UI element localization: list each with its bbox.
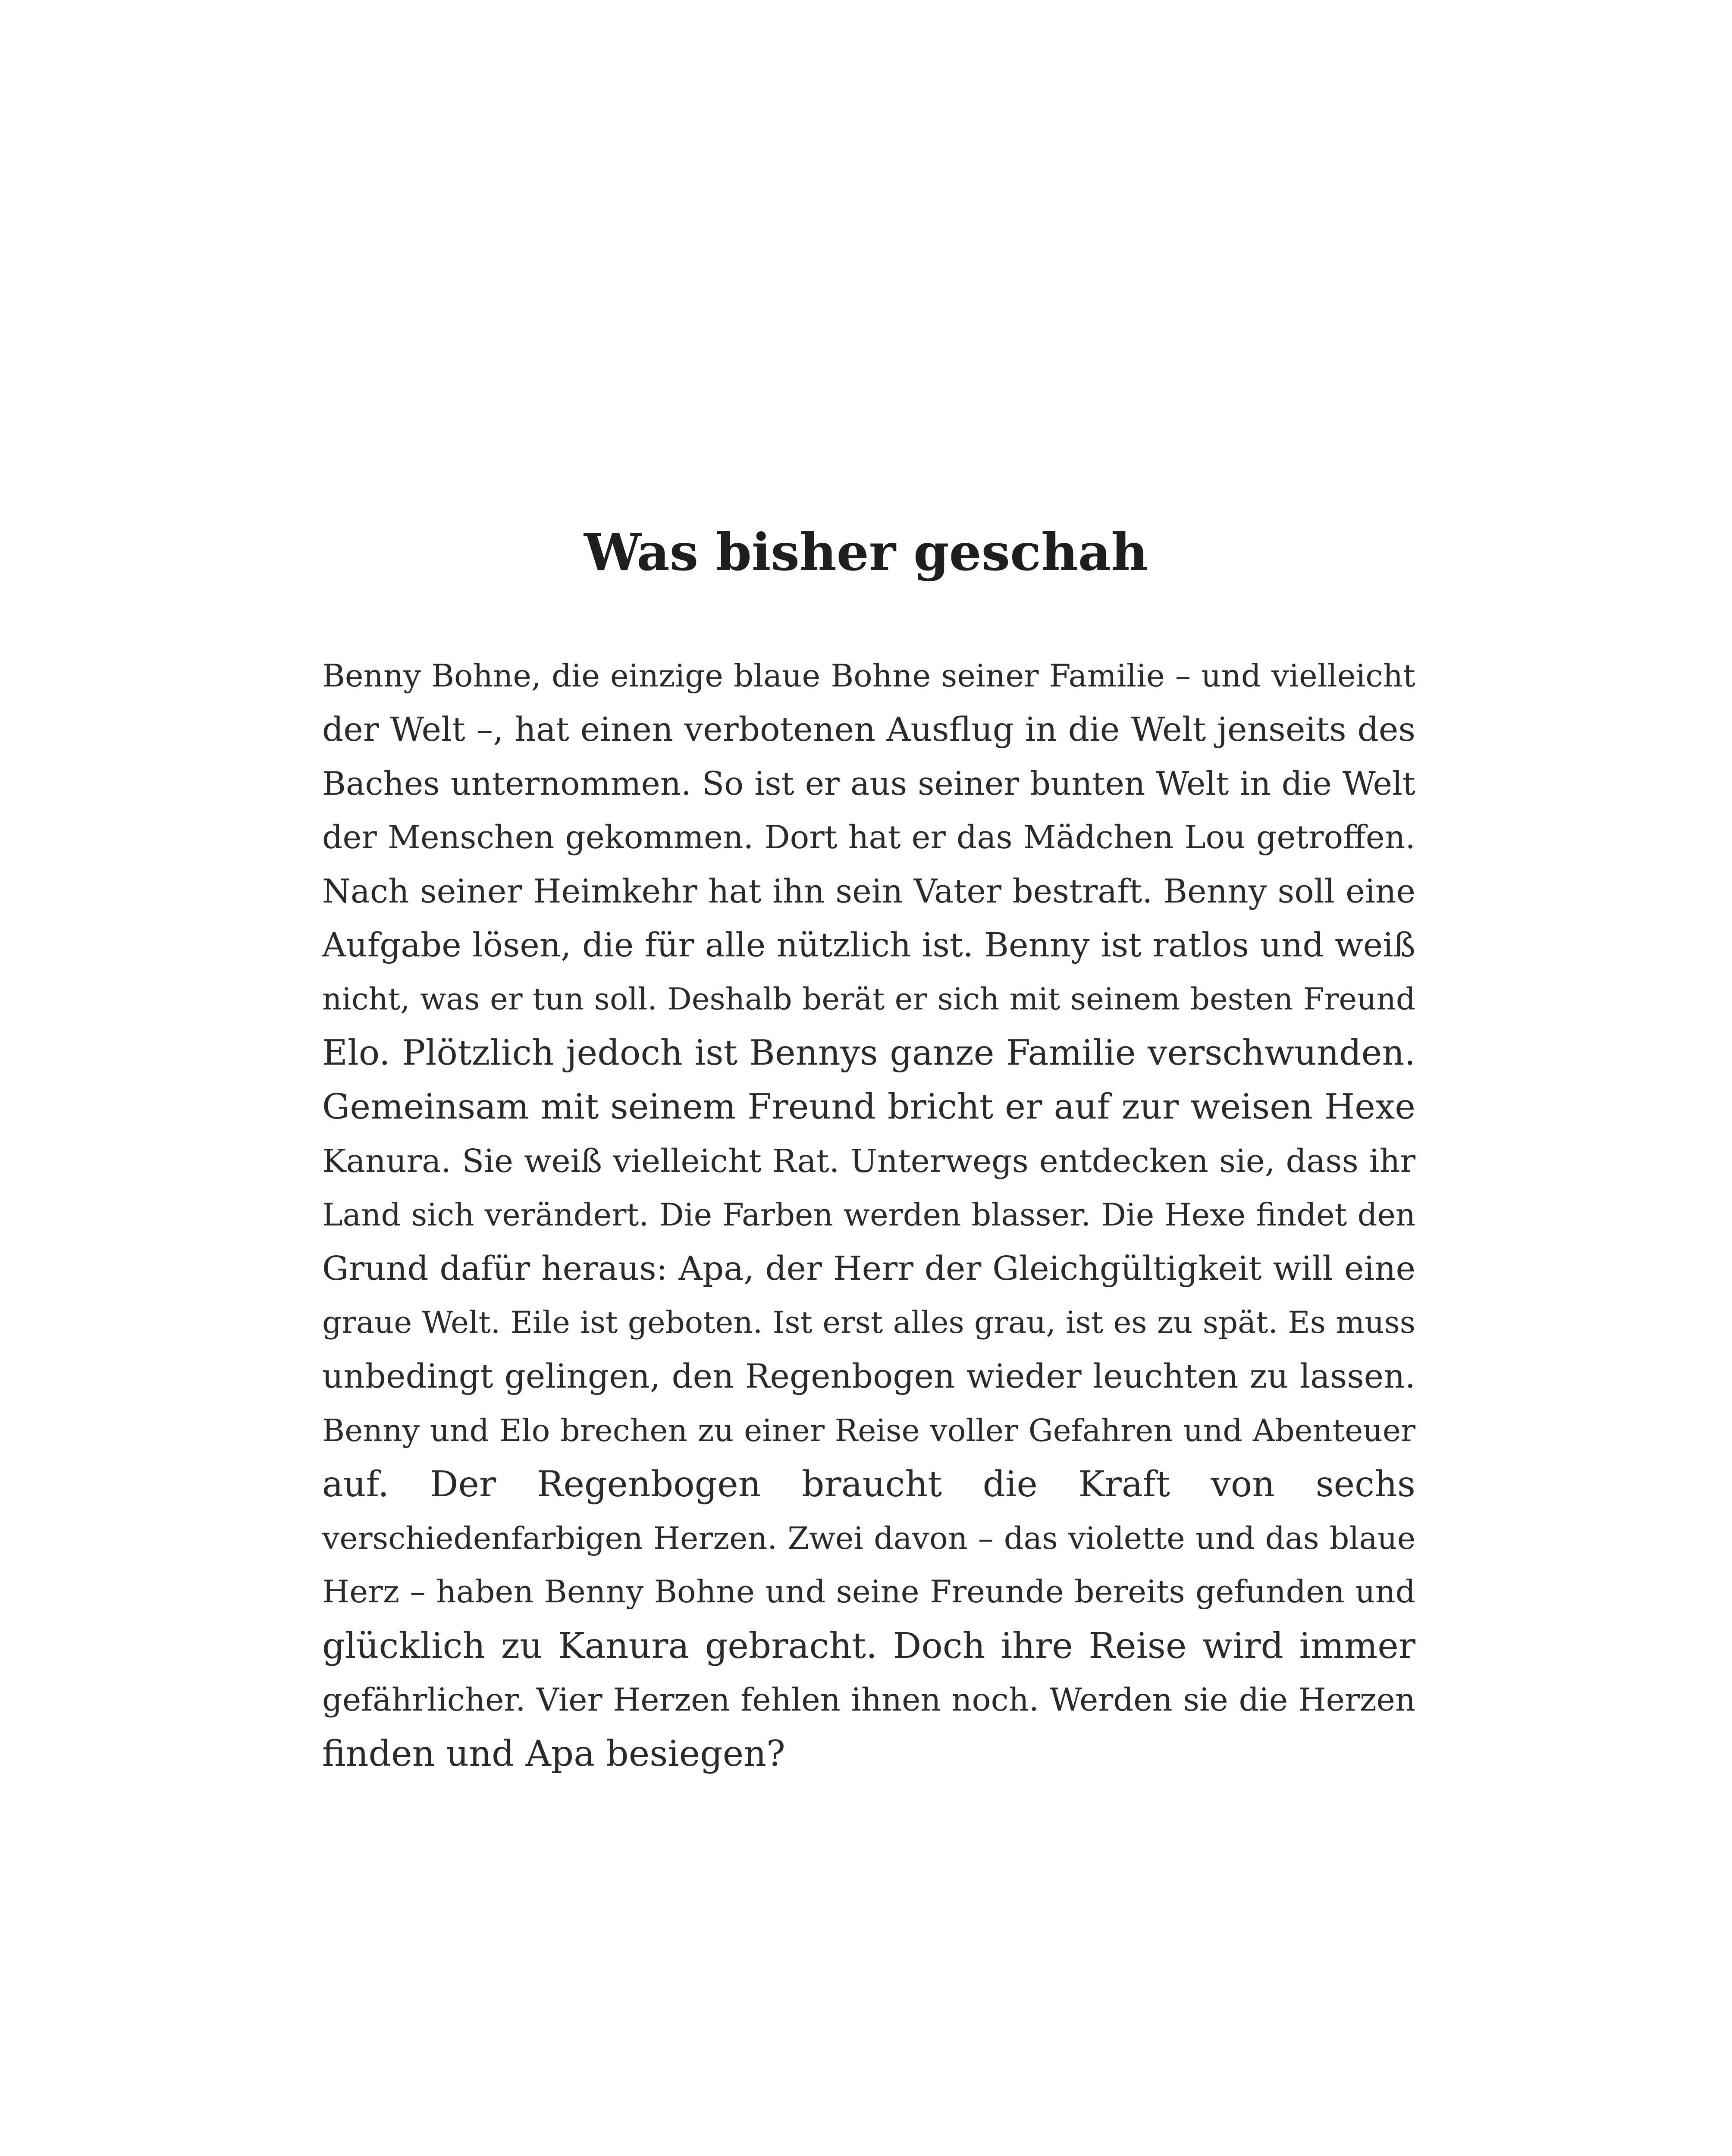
text-line: unbedingt gelingen, den Regenbogen wieder leuchten zu lassen. (322, 1357, 1415, 1396)
text-line: verschiedenfarbigen Herzen. Zwei davon – das violette und das blaue (322, 1520, 1415, 1556)
text-line: finden und Apa besiegen? (322, 1733, 785, 1774)
text-line: Nach seiner Heimkehr hat ihn sein Vater bestraft. Benny soll eine (322, 872, 1415, 910)
text-line: nicht, was er tun soll. Deshalb berät er sich mit seinem besten Freund (322, 981, 1415, 1017)
text-line: auf. Der Regenbogen braucht die Kraft von sechs (322, 1464, 1415, 1505)
text-line: Baches unternommen. So ist er aus seiner bunten Welt in die Welt (322, 765, 1415, 802)
text-line: Kanura. Sie weiß vielleicht Rat. Unterwegs entdecken sie, dass ihr (322, 1142, 1415, 1180)
text-line: Gemeinsam mit seinem Freund bricht er auf zur weisen Hexe (322, 1087, 1415, 1127)
text-line: Grund dafür heraus: Apa, der Herr der Gleichgültigkeit will eine (322, 1250, 1415, 1288)
text-line: Elo. Plötzlich jedoch ist Bennys ganze Familie verschwunden. (322, 1033, 1415, 1073)
text-line: glücklich zu Kanura gebracht. Doch ihre Reise wird immer (322, 1626, 1415, 1667)
text-line: Benny und Elo brechen zu einer Reise voller Gefahren und Abenteuer (322, 1413, 1415, 1448)
text-line: graue Welt. Eile ist geboten. Ist erst alles grau, ist es zu spät. Es muss (322, 1305, 1415, 1340)
summary-paragraph (322, 649, 1415, 1781)
chapter-title: Was bisher geschah (584, 522, 1148, 582)
text-line: Benny Bohne, die einzige blaue Bohne seiner Familie – und vielleicht (322, 658, 1415, 694)
text-line: gefährlicher. Vier Herzen fehlen ihnen noch. Werden sie die Herzen (322, 1682, 1415, 1718)
text-line: der Welt –, hat einen verbotenen Ausflug in die Welt jenseits des (322, 710, 1415, 749)
text-line: Aufgabe lösen, die für alle nützlich ist. Benny ist ratlos und weiß (322, 926, 1415, 965)
text-line: Land sich verändert. Die Farben werden blasser. Die Hexe findet den (322, 1197, 1415, 1233)
text-line: Herz – haben Benny Bohne und seine Freunde bereits gefunden und (322, 1574, 1415, 1610)
text-line: der Menschen gekommen. Dort hat er das Mädchen Lou getroffen. (322, 819, 1415, 856)
